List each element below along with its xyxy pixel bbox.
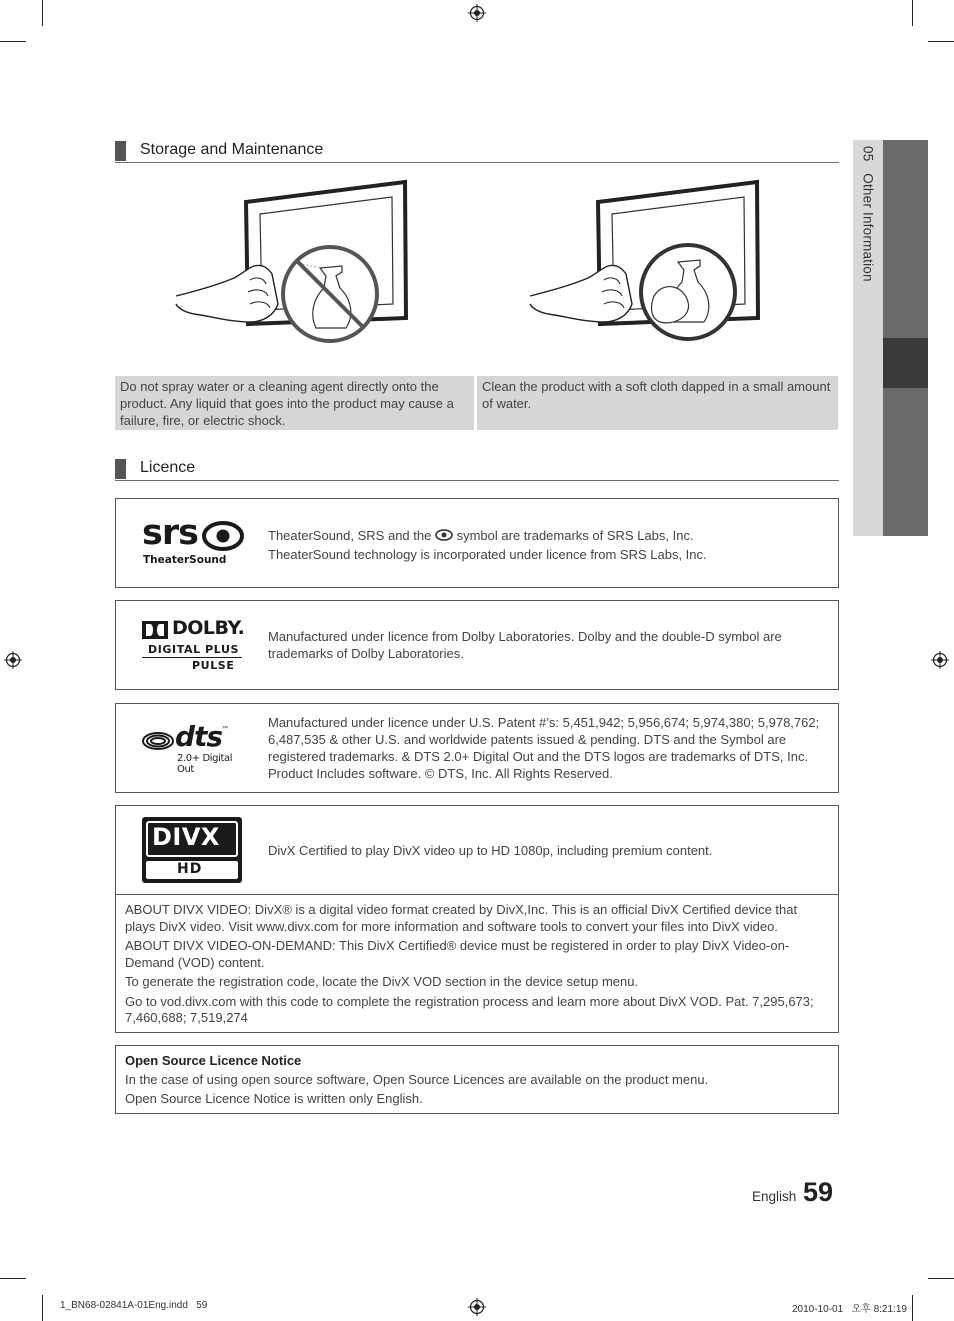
dolby-logo-line3: PULSE xyxy=(192,659,235,672)
divx-logo-sub: HD xyxy=(177,861,203,877)
dts-text: Manufactured under licence under U.S. Patent #’s: 5,451,942; 5,956,674; 5,974,380; 5,978,762; 6,487,535 & other U.S. and worldwide patents issued & pending. DTS and the Symbol are registered trademarks. & DTS 2.0+ Digital Out and the DTS logos are trademarks of DTS, Inc. Product Includes software. © DTS, Inc. All Rights Reserved. xyxy=(268,715,820,781)
registration-mark-icon xyxy=(468,1298,486,1316)
crop-mark xyxy=(0,1278,26,1279)
open-source-line-1: In the case of using open source software, Open Source Licences are available on the product menu. xyxy=(125,1072,709,1087)
chapter-label xyxy=(861,146,876,282)
dolby-logo xyxy=(142,619,244,675)
slug-file-name: 1_BN68-02841A-01Eng.indd 59 xyxy=(60,1300,208,1311)
divx-patents: Go to vod.divx.com with this code to complete the registration process and learn more about DivX VOD. Pat. 7,295,673; 7,460,688; 7,519,274 xyxy=(125,993,814,1025)
srs-logo-sub: TheaterSound xyxy=(143,554,227,566)
heading-text: Licence xyxy=(140,459,196,476)
dts-disc-icon xyxy=(142,732,174,750)
chapter-tab-marker xyxy=(883,338,928,388)
srs-symbol-icon xyxy=(435,529,453,541)
heading-text: Storage and Maintenance xyxy=(140,141,324,158)
licence-dolby xyxy=(115,600,839,690)
footer-language: English xyxy=(752,1189,797,1204)
registration-mark-icon xyxy=(468,4,486,22)
divx-about-vod: ABOUT DIVX VIDEO-ON-DEMAND: This DivX Certified® device must be registered in order to play DivX Video-on-Demand (VOD) content. xyxy=(125,938,790,970)
section-heading-licence xyxy=(115,458,839,481)
registration-mark-icon xyxy=(4,651,22,669)
licence-dts xyxy=(115,703,839,793)
crop-mark xyxy=(42,1295,43,1321)
caption-do-not-spray: Do not spray water or a cleaning agent directly onto the product. Any liquid that goes into the product may cause a failure, fire, or electric shock. xyxy=(115,376,474,430)
registration-mark-icon xyxy=(931,651,949,669)
caption-clean-cloth: Clean the product with a soft cloth dapped in a small amount of water. xyxy=(477,376,838,430)
crop-mark xyxy=(912,0,913,26)
dts-logo-tm: ™ xyxy=(222,726,228,732)
dts-logo-text: dts xyxy=(175,720,223,753)
section-heading-storage xyxy=(115,140,839,163)
open-source-title: Open Source Licence Notice xyxy=(125,1053,302,1068)
divx-text: DivX Certified to play DivX video up to HD 1080p, including premium content. xyxy=(268,843,713,858)
licence-srs xyxy=(115,498,839,588)
open-source-notice xyxy=(115,1045,839,1114)
dolby-text: Manufactured under licence from Dolby Laboratories. Dolby and the double-D symbol are trademarks of Dolby Laboratories. xyxy=(268,629,782,661)
page-number: 59 xyxy=(803,1177,834,1207)
crop-mark xyxy=(42,0,43,26)
crop-mark xyxy=(928,1278,954,1279)
licence-divx xyxy=(115,805,839,1033)
illustration-clean-cloth xyxy=(524,176,774,348)
divx-logo xyxy=(142,817,242,883)
crop-mark xyxy=(912,1295,913,1321)
heading-bar xyxy=(115,141,126,161)
illustration-no-spray xyxy=(170,176,420,348)
double-d-icon xyxy=(142,621,168,639)
dolby-logo-text: DOLBY. xyxy=(172,617,245,639)
divx-logo-text: DIVX xyxy=(152,823,220,851)
dolby-logo-line2: DIGITAL PLUS xyxy=(148,643,240,656)
srs-logo-text: srs xyxy=(142,513,198,553)
chapter-title: Other Information xyxy=(860,173,876,282)
divx-registration: To generate the registration code, locate the DivX VOD section in the device setup menu. xyxy=(125,974,639,989)
crop-mark xyxy=(0,41,26,42)
dts-logo xyxy=(142,720,246,775)
open-source-line-2: Open Source Licence Notice is written only English. xyxy=(125,1091,423,1106)
srs-line-2: TheaterSound technology is incorporated under licence from SRS Labs, Inc. xyxy=(268,547,707,562)
dts-logo-sub: 2.0+ Digital Out xyxy=(177,753,233,775)
divx-about-video: ABOUT DIVX VIDEO: DivX® is a digital video format created by DivX,Inc. This is an official DivX Certified device that plays DivX video. Visit www.divx.com for more information and software tools to convert your files into DivX video. xyxy=(125,902,798,934)
chapter-number: 05 xyxy=(860,146,876,162)
divx-divider xyxy=(116,894,838,895)
srs-circle-icon xyxy=(202,521,244,551)
srs-line-1: TheaterSound, SRS and the symbol are trademarks of SRS Labs, Inc. xyxy=(268,528,694,543)
srs-text xyxy=(268,526,826,564)
slug-timestamp: 2010-10-01 오후 8:21:19 xyxy=(792,1304,907,1315)
dolby-logo-rule xyxy=(142,657,242,658)
heading-bar xyxy=(115,459,126,479)
divx-about-text xyxy=(125,902,828,1030)
crop-mark xyxy=(928,41,954,42)
srs-logo xyxy=(142,513,246,567)
